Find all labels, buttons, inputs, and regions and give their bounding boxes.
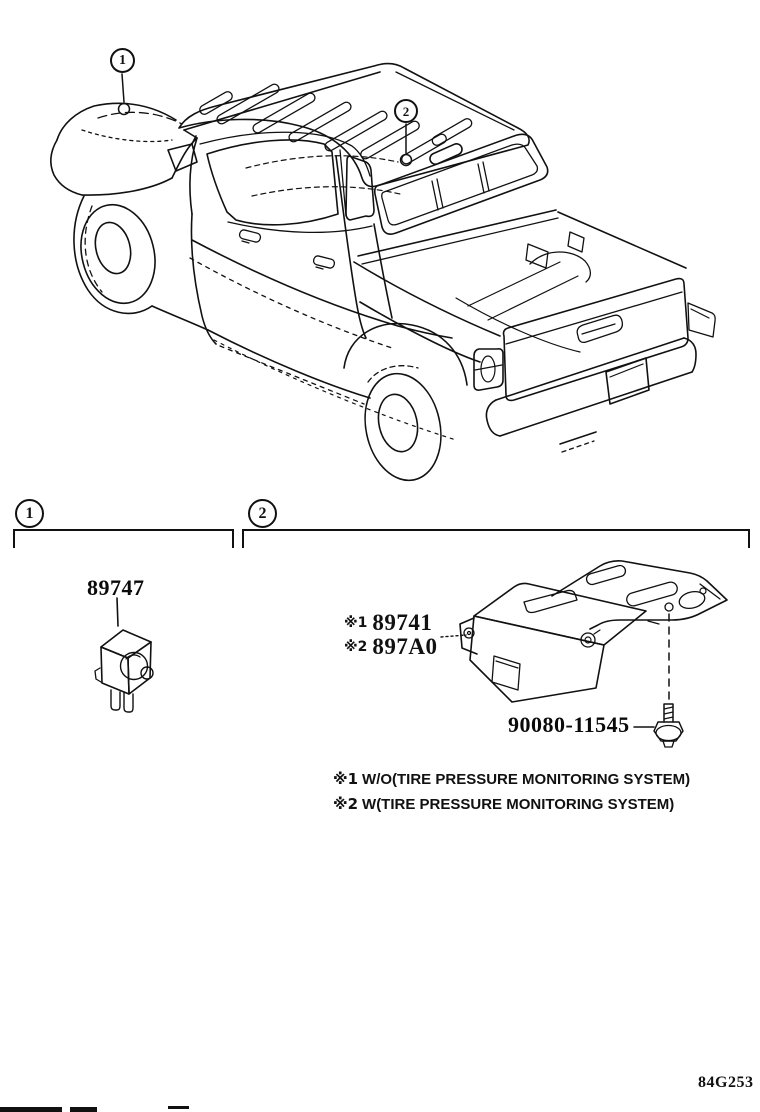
section-2-bracket [243, 530, 749, 547]
high-mount-lamp [428, 142, 464, 166]
part-number-row-897A0 [344, 635, 437, 658]
callout-2-badge: 2 [394, 99, 418, 123]
section-2-badge: 2 [248, 499, 277, 528]
rear-bumper [486, 338, 696, 452]
ref-marker-1: ※1 [344, 614, 368, 631]
tail-lamp-right [688, 303, 715, 337]
footnote-1 [333, 770, 690, 789]
callout-1-leader-line [122, 74, 124, 102]
footnote-1-text: W/O(TIRE PRESSURE MONITORING SYSTEM) [362, 771, 691, 788]
page-edge-mark [0, 1107, 62, 1112]
page-edge-mark [168, 1106, 189, 1109]
part-89747-leader-line [117, 598, 118, 626]
part-89747-drawing [95, 598, 153, 712]
section-brackets [14, 530, 749, 547]
truck-bed [214, 210, 715, 488]
part-number-row-89741 [344, 611, 432, 634]
part-number-89741: 89741 [372, 610, 433, 635]
footnote-2-marker: ※2 [333, 795, 359, 813]
figure-code: 84G253 [698, 1074, 754, 1091]
section-1-bracket [14, 530, 233, 547]
part-89741-drawing [441, 561, 727, 702]
footnote-1-marker: ※1 [333, 770, 359, 788]
door-handles [239, 229, 336, 269]
bolt-90080-11545-drawing [634, 614, 683, 747]
ref-marker-2: ※2 [344, 638, 368, 655]
part-89741-leader-line [441, 635, 466, 637]
part-number-89747: 89747 [87, 575, 145, 600]
footnote-2 [333, 795, 674, 814]
callout-1-badge: 1 [110, 48, 135, 73]
truck-roof [179, 64, 529, 187]
section-1-badge: 1 [15, 499, 44, 528]
part-number-897A0: 897A0 [372, 634, 438, 659]
footnote-2-text: W(TIRE PRESSURE MONITORING SYSTEM) [362, 796, 675, 813]
page-edge-mark [70, 1107, 97, 1112]
callout-1-target-ring [119, 104, 130, 115]
truck-illustration [51, 64, 715, 488]
truck-windshield-area [168, 72, 380, 214]
part-number-90080-11545: 90080-11545 [508, 712, 630, 737]
roof-ribs [198, 83, 473, 166]
truck-front-clip [51, 103, 208, 330]
